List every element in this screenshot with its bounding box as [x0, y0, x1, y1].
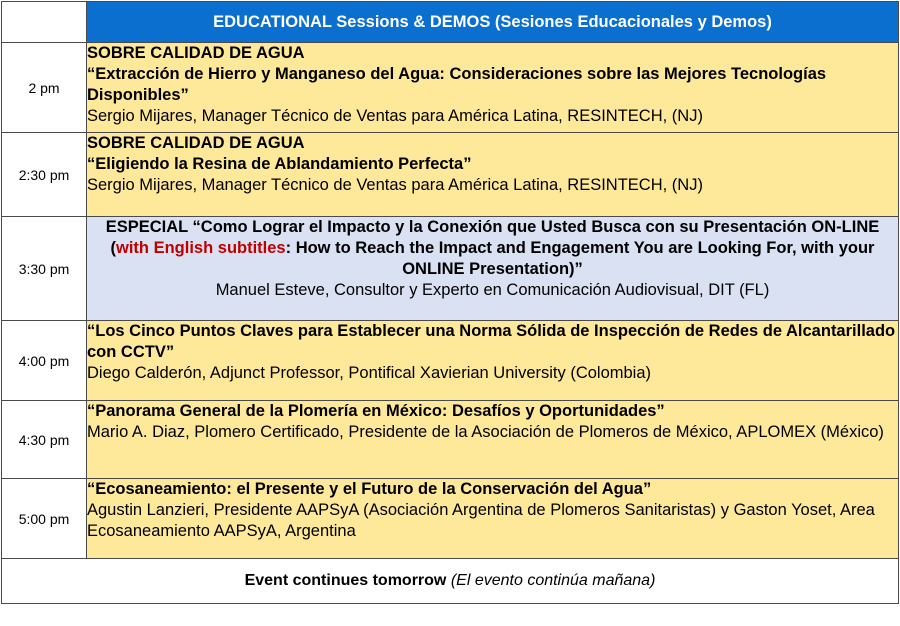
footer-italic-text: (El evento continúa mañana) — [450, 572, 656, 589]
schedule-table — [1, 1, 899, 604]
footer-note — [2, 559, 899, 604]
session-time: 2 pm — [2, 43, 87, 133]
session-speaker: Sergio Mijares, Manager Técnico de Ventas para América Latina, RESINTECH, (NJ) — [87, 107, 703, 125]
english-subtitles-note: with English subtitles — [116, 239, 286, 257]
session-track: SOBRE CALIDAD DE AGUA — [87, 44, 305, 62]
session-row — [2, 401, 899, 479]
session-speaker: Mario A. Diaz, Plomero Certificado, Presidente de la Asociación de Plomeros de México, APLOMEX (México) — [87, 423, 884, 441]
session-time: 3:30 pm — [2, 217, 87, 321]
session-speaker: Manuel Esteve, Consultor y Experto en Comunicación Audiovisual, DIT (FL) — [215, 281, 770, 299]
session-row — [2, 133, 899, 217]
section-header: EDUCATIONAL Sessions & DEMOS (Sesiones Educacionales y Demos) — [87, 2, 899, 43]
session-title: “Extracción de Hierro y Manganeso del Agua: Consideraciones sobre las Mejores Tecnologías Disponibles” — [87, 65, 827, 104]
session-speaker: Sergio Mijares, Manager Técnico de Ventas para América Latina, RESINTECH, (NJ) — [87, 176, 703, 194]
title-part: ESPECIAL “Como Lograr el Impacto y la Conexión que Usted Busca con su Presentación ON-LINE ( — [105, 218, 880, 257]
session-title: “Eligiendo la Resina de Ablandamiento Perfecta” — [87, 155, 472, 173]
footer-row — [2, 559, 899, 604]
session-cell-special — [87, 217, 899, 321]
session-cell — [87, 479, 899, 559]
session-time: 4:30 pm — [2, 401, 87, 479]
session-time: 5:00 pm — [2, 479, 87, 559]
session-row — [2, 321, 899, 401]
session-title: “Los Cinco Puntos Claves para Establecer una Norma Sólida de Inspección de Redes de Alcantarillado con CCTV” — [87, 322, 896, 361]
session-speaker: Agustin Lanzieri, Presidente AAPSyA (Asociación Argentina de Plomeros Sanitaristas) y Gaston Yoset, Area Ecosaneamiento AAPSyA, Argentina — [87, 501, 875, 540]
header-blank-cell — [2, 2, 87, 43]
session-title: “Ecosaneamiento: el Presente y el Futuro de la Conservación del Agua” — [87, 480, 652, 498]
session-cell — [87, 401, 899, 479]
title-part: : How to Reach the Impact and Engagement You are Looking For, with your ONLINE Presentation)” — [285, 239, 875, 278]
session-row — [2, 43, 899, 133]
header-row — [2, 2, 899, 43]
session-time: 2:30 pm — [2, 133, 87, 217]
session-cell — [87, 321, 899, 401]
session-cell — [87, 43, 899, 133]
session-title — [87, 217, 898, 280]
session-cell — [87, 133, 899, 217]
session-speaker: Diego Calderón, Adjunct Professor, Pontifical Xavierian University (Colombia) — [87, 364, 652, 382]
session-track: SOBRE CALIDAD DE AGUA — [87, 134, 305, 152]
session-time: 4:00 pm — [2, 321, 87, 401]
session-title: “Panorama General de la Plomería en México: Desafíos y Oportunidades” — [87, 402, 665, 420]
footer-bold-text: Event continues tomorrow — [244, 572, 447, 589]
session-row — [2, 217, 899, 321]
session-row — [2, 479, 899, 559]
